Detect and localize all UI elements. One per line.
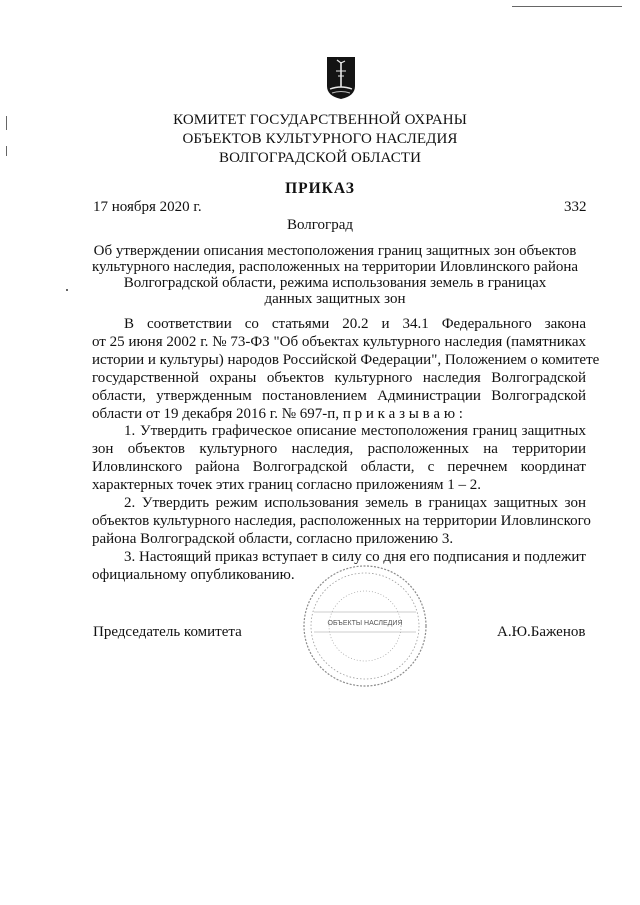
subject-line: данных защитных зон (264, 291, 406, 307)
body-line: В соответствии со статьями 20.2 и 34.1 Федерального закона (124, 316, 586, 332)
order-body (92, 316, 600, 585)
item-3-line: 3. Настоящий приказ вступает в силу со дня его подписания и подлежит (124, 548, 586, 565)
body-line: государственной охраны объектов культурного наследия Волгоградской (92, 369, 586, 386)
order-title: ПРИКАЗ (285, 180, 355, 197)
item-2-line: объектов культурного наследия, расположенных на территории Иловлинского (92, 512, 591, 529)
item-1-line: Иловлинского района Волгоградской области, с перечнем координат (92, 459, 586, 476)
scan-mark-top (512, 6, 622, 7)
item-1-line: характерных точек этих границ согласно приложениям 1 – 2. (92, 477, 481, 494)
item-3-line: официальному опубликованию. (92, 566, 295, 583)
official-seal-stamp (300, 562, 430, 690)
subject-line: Волгоградской области, режима использования земель в границах (123, 275, 547, 291)
scan-mark-left-dot (66, 289, 68, 291)
body-line: области от 19 декабря 2016 г. № 697-п, п р и к а з ы в а ю : (92, 405, 463, 422)
body-line: от 25 июня 2002 г. № 73-ФЗ "Об объектах культурного наследия (памятниках (92, 333, 586, 350)
signatory-name: А.Ю.Баженов (497, 624, 586, 640)
org-name-line-1: КОМИТЕТ ГОСУДАРСТВЕННОЙ ОХРАНЫ (173, 112, 467, 128)
seal-text: ОБЪЕКТЫ НАСЛЕДИЯ (327, 620, 403, 627)
item-2-line: 2. Утвердить режим использования земель в границах защитных зон (124, 495, 586, 512)
subject-line: Об утверждении описания местоположения границ защитных зон объектов (93, 243, 577, 259)
item-1-line: зон объектов культурного наследия, расположенных на территории (92, 441, 586, 458)
item-2-line: района Волгоградской области, согласно приложению 3. (92, 530, 454, 547)
org-name-line-3: ВОЛГОГРАДСКОЙ ОБЛАСТИ (218, 150, 422, 166)
signatory-position: Председатель комитета (93, 624, 242, 640)
org-name-line-2: ОБЪЕКТОВ КУЛЬТУРНОГО НАСЛЕДИЯ (182, 131, 458, 147)
item-1-line: 1. Утвердить графическое описание местоположения границ защитных (124, 423, 586, 440)
body-line: истории и культуры) народов Российской Федерации", Положением о комитете (92, 351, 600, 368)
body-line: области, утвержденным постановлением Администрации Волгоградской (92, 387, 586, 404)
order-date: 17 ноября 2020 г. (93, 199, 202, 215)
order-subject (80, 243, 590, 307)
order-number: 332 (564, 199, 587, 215)
volgograd-coat-of-arms-icon (326, 56, 356, 100)
order-city: Волгоград (286, 217, 353, 233)
subject-line: культурного наследия, расположенных на территории Иловлинского района (91, 259, 579, 275)
